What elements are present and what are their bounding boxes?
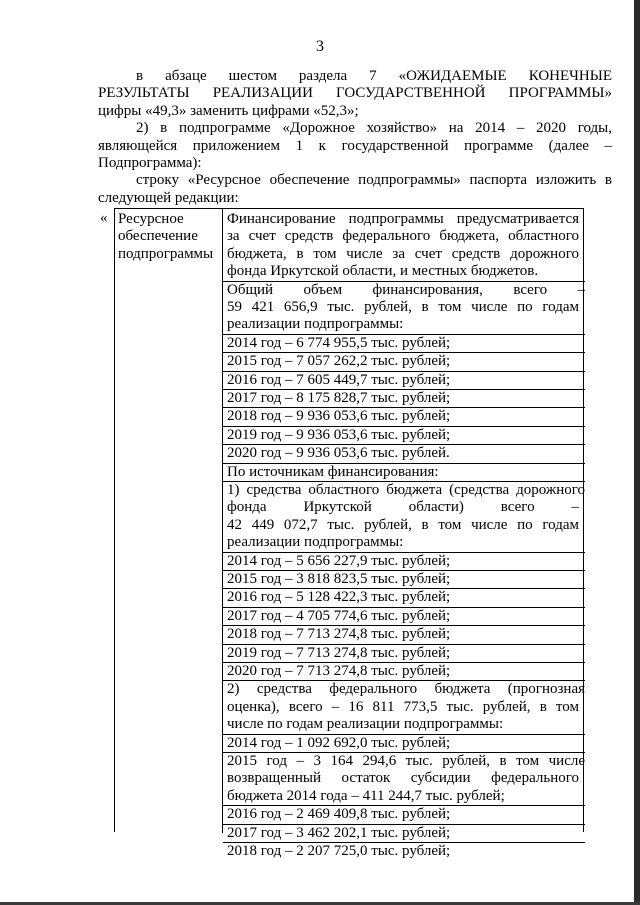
row-label-line: Ресурсное [118,211,184,227]
funding-line: 2019 год – 9 936 053,6 тыс. рублей; [223,426,585,444]
funding-line: 2017 год – 8 175 828,7 тыс. рублей; [223,389,585,407]
intro-line: РЕЗУЛЬТАТЫ РЕАЛИЗАЦИИ ГОСУДАРСТВЕННОЙ ПРОГРАММЫ» [98,85,612,102]
funding-line: 2015 год – 3 818 823,5 тыс. рублей; [223,570,585,588]
funding-line: 2018 год – 7 713 274,8 тыс. рублей; [223,625,585,643]
funding-line: 2015 год – 7 057 262,2 тыс. рублей; [223,352,585,370]
table-row-label [118,211,220,263]
intro-line: цифры «49,3» заменить цифрами «52,3»; [98,102,359,119]
funding-line: бюджета, в том числе за счет средств дорожного [227,245,579,262]
funding-line: бюджета 2014 года – 411 244,7 тыс. рублей; [227,787,505,804]
funding-line: фонда Иркутской области, и местных бюджетов. [227,263,539,280]
funding-line: фонда Иркутской области) всего – [227,499,579,516]
funding-line: оценка), всего – 16 811 773,5 тыс. рублей, в том [227,698,579,715]
funding-line: 2020 год – 9 936 053,6 тыс. рублей. [223,444,585,462]
funding-line: 2018 год – 9 936 053,6 тыс. рублей; [223,407,585,425]
funding-line: 2017 год – 3 462 202,1 тыс. рублей; [223,824,585,842]
funding-line: 2014 год – 1 092 692,0 тыс. рублей; [223,734,585,752]
intro-line: Подпрограмма): [98,155,202,172]
intro-line: следующей редакции: [98,189,239,206]
intro-line: 2) в подпрограмме «Дорожное хозяйство» на 2014 – 2020 годы, [136,120,612,137]
intro-text [98,68,612,207]
funding-line: 1) средства областного бюджета (средства дорожного [223,481,585,499]
page-number: 3 [316,38,324,55]
opening-quote: « [100,210,108,226]
funding-line: 2020 год – 7 713 274,8 тыс. рублей; [223,662,585,680]
funding-line: 42 449 072,7 тыс. рублей, в том числе по годам [227,516,579,533]
resource-table [114,208,585,860]
funding-line: 2014 год – 5 656 227,9 тыс. рублей; [223,552,585,570]
funding-line: 2016 год – 2 469 409,8 тыс. рублей; [223,805,585,823]
intro-line: являющейся приложением 1 к государственной программе (далее – [98,137,612,154]
funding-line: 2017 год – 4 705 774,6 тыс. рублей; [223,607,585,625]
funding-line: реализации подпрограммы: [227,316,404,333]
funding-line: Общий объем финансирования, всего – [223,281,585,299]
funding-line: возвращенный остаток субсидии федерального [227,770,579,787]
funding-line: 2014 год – 6 774 955,5 тыс. рублей; [223,334,585,352]
funding-line: числе по годам реализации подпрограммы: [227,716,504,733]
row-label-line: подпрограммы [118,245,214,262]
funding-line: 2) средства федерального бюджета (прогнозная [223,680,585,698]
funding-line: за счет средств федерального бюджета, областного [227,228,579,245]
funding-line: 59 421 656,9 тыс. рублей, в том числе по годам [227,298,579,315]
row-label-line: обеспечение [118,228,198,245]
funding-line: 2018 год – 2 207 725,0 тыс. рублей; [223,842,585,860]
funding-line: По источникам финансирования: [223,463,585,481]
intro-line: строку «Ресурсное обеспечение подпрограммы» паспорта изложить в [136,172,612,189]
funding-line: реализации подпрограммы: [227,534,404,551]
table-row-content [227,211,585,860]
funding-line: Финансирование подпрограммы предусматривается [227,211,579,227]
funding-line: 2016 год – 7 605 449,7 тыс. рублей; [223,371,585,389]
intro-line: в абзаце шестом раздела 7 «ОЖИДАЕМЫЕ КОНЕЧНЫЕ [136,68,612,84]
funding-line: 2016 год – 5 128 422,3 тыс. рублей; [223,588,585,606]
scan-edge-right [634,0,640,905]
funding-line: 2019 год – 7 713 274,8 тыс. рублей; [223,644,585,662]
funding-line: 2015 год – 3 164 294,6 тыс. рублей, в том числе [223,752,585,770]
